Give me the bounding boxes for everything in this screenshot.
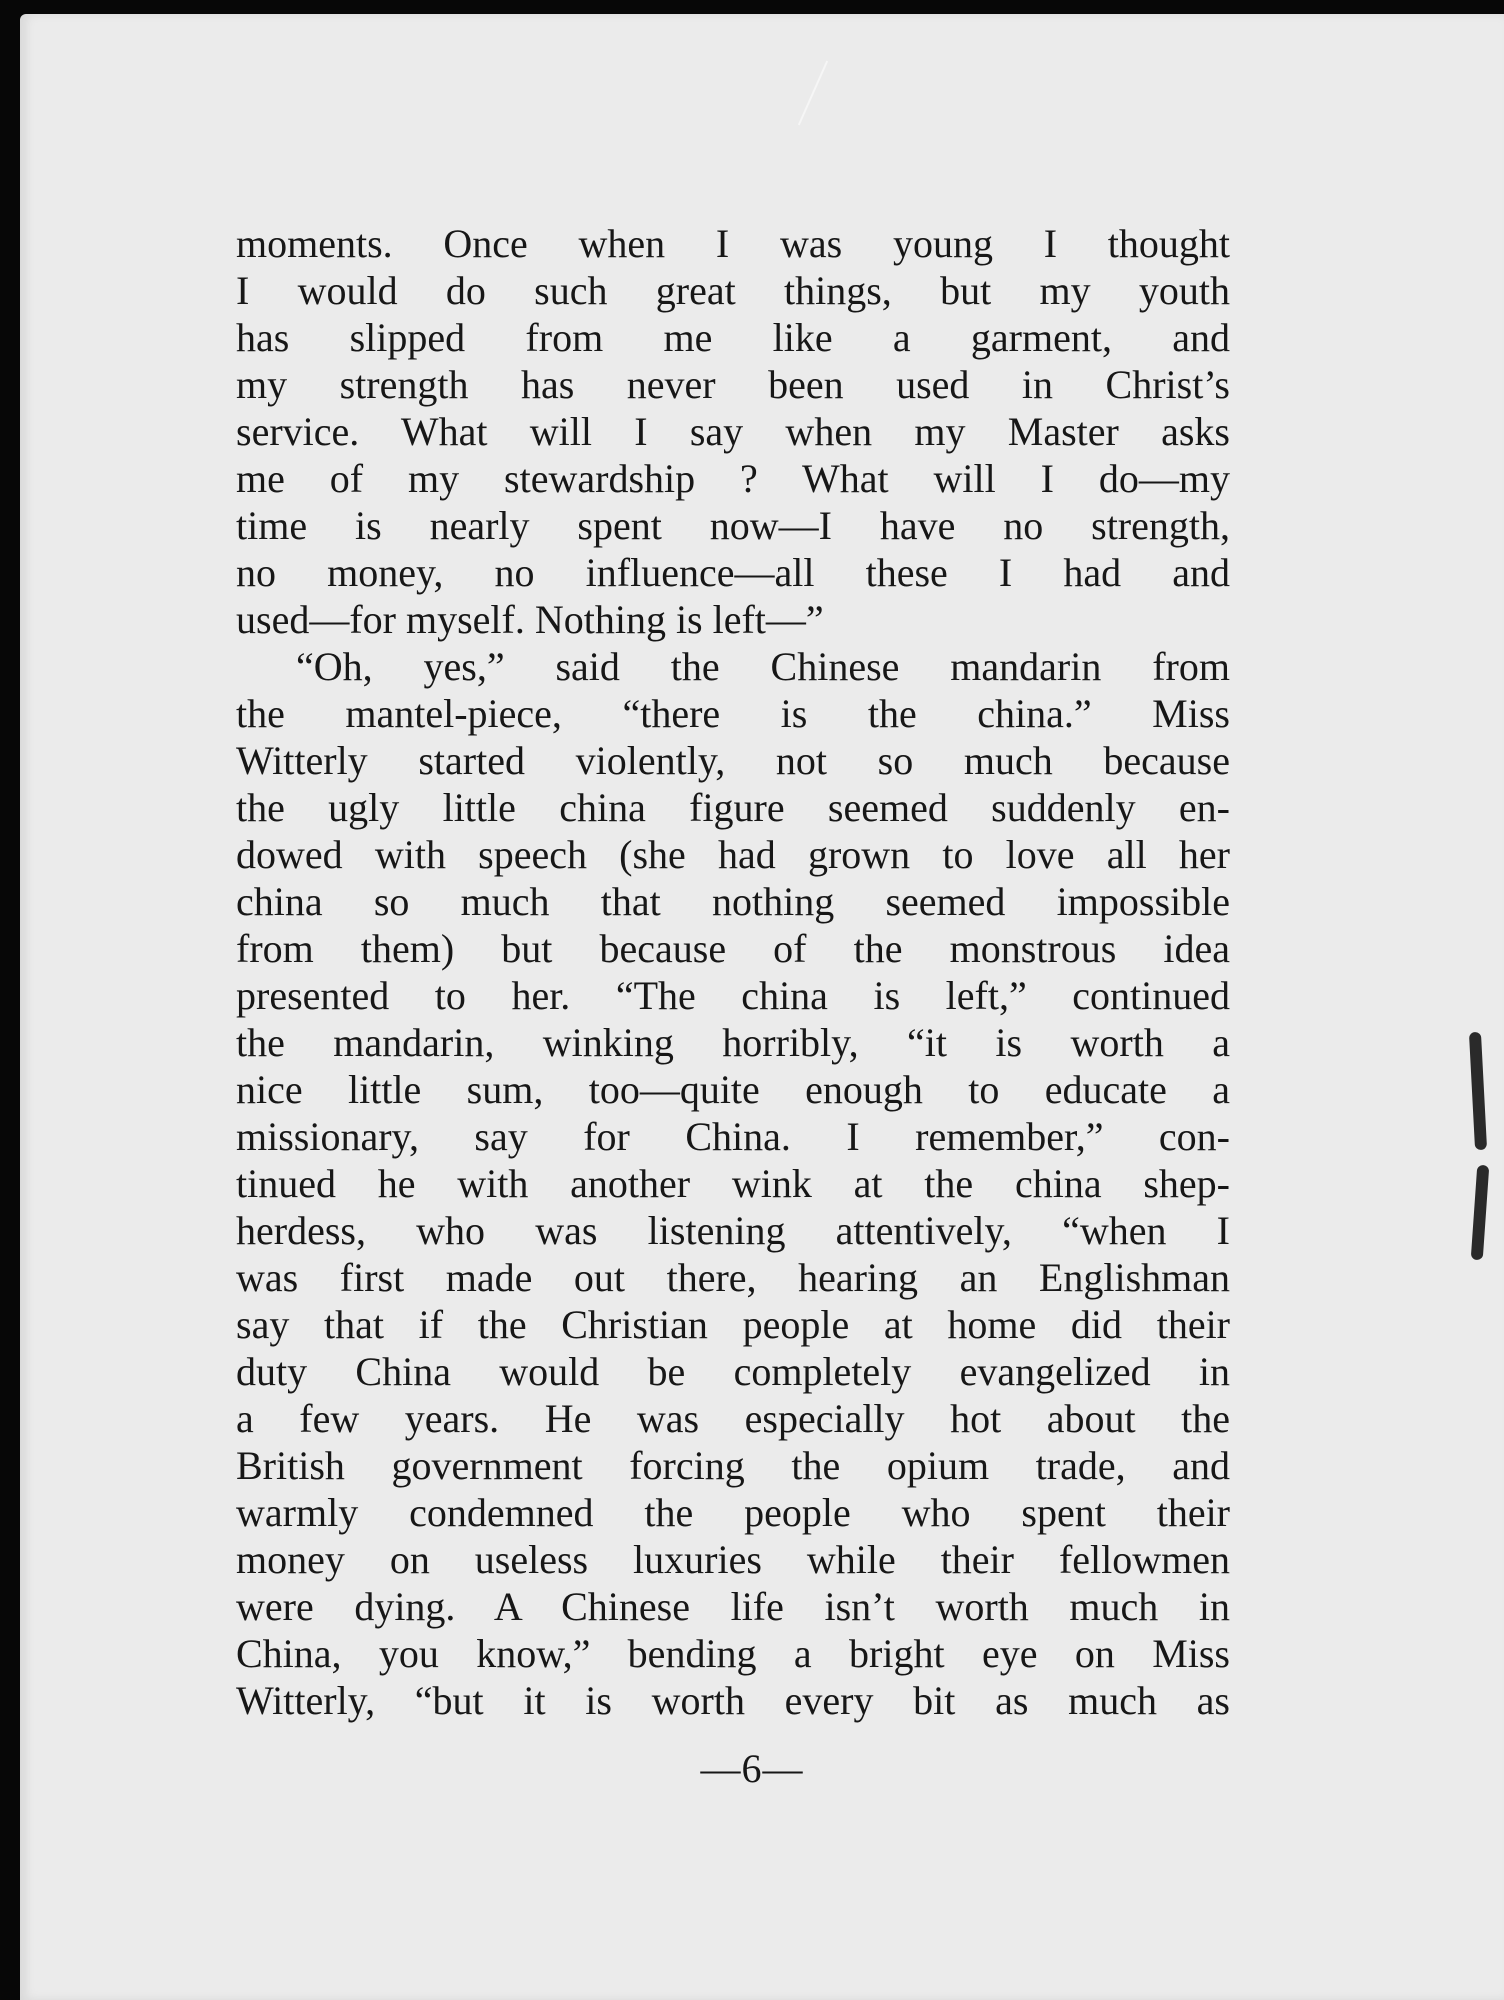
page-number: —6— [700, 1746, 804, 1791]
text-line: presented to her. “The china is left,” continued [236, 973, 1230, 1018]
text-line: tinued he with another wink at the china shep- [236, 1161, 1230, 1206]
text-line: China, you know,” bending a bright eye on Miss [236, 1631, 1230, 1676]
text-line: dowed with speech (she had grown to love all her [236, 832, 1230, 877]
text-line: Witterly, “but it is worth every bit as much as [236, 1678, 1230, 1723]
text-line: time is nearly spent now—I have no strength, [236, 503, 1230, 548]
body-text [236, 220, 1230, 1724]
text-line: service. What will I say when my Master asks [236, 409, 1230, 454]
text-line: was first made out there, hearing an Englishman [236, 1255, 1230, 1300]
text-line: me of my stewardship ? What will I do—my [236, 456, 1230, 501]
text-line: herdess, who was listening attentively, “when I [236, 1208, 1230, 1253]
text-line: the ugly little china figure seemed suddenly en- [236, 785, 1230, 830]
text-line: a few years. He was especially hot about the [236, 1396, 1230, 1441]
text-line: used—for myself. Nothing is left—” [236, 597, 824, 642]
text-line: my strength has never been used in Christ’s [236, 362, 1230, 407]
text-line: money on useless luxuries while their fellowmen [236, 1537, 1230, 1582]
text-line: “Oh, yes,” said the Chinese mandarin from [296, 644, 1230, 689]
text-line: china so much that nothing seemed impossible [236, 879, 1230, 924]
text-line: moments. Once when I was young I thought [236, 221, 1230, 266]
text-line: were dying. A Chinese life isn’t worth much in [236, 1584, 1230, 1629]
text-line: Witterly started violently, not so much because [236, 738, 1230, 783]
text-line: the mantel-piece, “there is the china.” Miss [236, 691, 1230, 736]
text-line: no money, no influence—all these I had and [236, 550, 1230, 595]
text-line: I would do such great things, but my youth [236, 268, 1230, 313]
text-line: has slipped from me like a garment, and [236, 315, 1230, 360]
text-line: duty China would be completely evangelized in [236, 1349, 1230, 1394]
text-line: say that if the Christian people at home did their [236, 1302, 1230, 1347]
text-line: from them) but because of the monstrous idea [236, 926, 1230, 971]
text-line: missionary, say for China. I remember,” con- [236, 1114, 1230, 1159]
text-line: warmly condemned the people who spent their [236, 1490, 1230, 1535]
text-line: the mandarin, winking horribly, “it is worth a [236, 1020, 1230, 1065]
text-line: British government forcing the opium trade, and [236, 1443, 1230, 1488]
text-line: nice little sum, too—quite enough to educate a [236, 1067, 1230, 1112]
